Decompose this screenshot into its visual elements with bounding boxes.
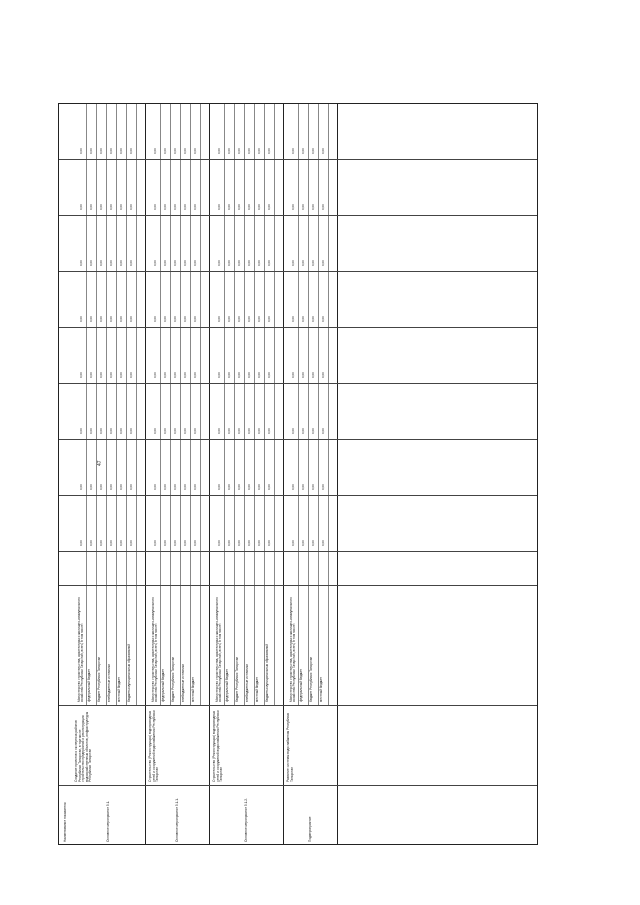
row-value: 0,00 [89,204,93,210]
row-value: 0,00 [217,428,221,434]
row-value: 0,00 [257,148,261,154]
row-divider [170,104,171,706]
row-value: 0,00 [153,148,157,154]
row-value: 0,00 [109,428,113,434]
row-value: 0,00 [89,316,93,322]
rotated-table-frame [58,103,538,845]
row-value: 0,00 [227,260,231,266]
row-text: внебюджетные источники [245,663,249,702]
row-value: 0,00 [173,204,177,210]
group-title: Строительство (Реконструкция) водопроводных сетей и сооружений водоснабжения Республики Татарстан [212,710,224,782]
row-text: Министерство строительства, архитектуры и жилищно-коммунального хозяйства Республики Татарстан, всего, в том числе: [77,597,85,702]
row-value: 0,00 [217,316,221,322]
row-value: 0,00 [163,204,167,210]
row-value: 0,00 [267,316,271,322]
row-text: федеральный бюджет [299,668,303,702]
row-value: 0,00 [227,372,231,378]
row-divider [264,104,265,706]
row-text: местный бюджет [191,677,195,702]
group-label: Основное мероприятие 5.1.1. [175,798,179,842]
row-value: 0,00 [89,372,93,378]
row-value: 0,00 [129,204,133,210]
row-value: 0,00 [301,204,305,210]
row-value: 0,00 [237,484,241,490]
row-value: 0,00 [99,540,103,546]
row-text: Министерство строительства, архитектуры и жилищно-коммунального хозяйства Республики Татарстан, всего, в том числе: [151,597,159,702]
row-value: 0,00 [183,428,187,434]
row-value: 0,00 [237,260,241,266]
row-value: 0,00 [301,540,305,546]
row-value: 0,00 [311,260,315,266]
row-value: 0,00 [89,428,93,434]
row-text: бюджеты муниципальных образований [127,643,131,702]
row-value: 0,00 [291,428,295,434]
column-divider [59,551,538,552]
row-value: 0,00 [163,372,167,378]
row-value: 0,00 [89,484,93,490]
row-value: 0,00 [183,484,187,490]
column-divider [59,271,538,272]
row-value: 0,00 [99,372,103,378]
column-divider [59,327,538,328]
row-text: бюджет Республики Татарстан [309,656,313,702]
row-value: 0,00 [321,484,325,490]
row-value: 0,00 [119,316,123,322]
row-value: 0,00 [183,148,187,154]
row-value: 0,00 [311,428,315,434]
row-value: 0,00 [153,204,157,210]
group-label: Основное мероприятие 5.1.2. [244,798,248,842]
row-value: 0,00 [267,540,271,546]
row-divider [274,104,275,706]
row-value: 0,00 [291,484,295,490]
row-value: 0,00 [109,204,113,210]
row-value: 0,00 [109,316,113,322]
row-value: 0,00 [321,148,325,154]
group-label: Основное мероприятие 5.1. [106,800,110,842]
row-value: 0,00 [291,148,295,154]
row-divider [190,104,191,706]
row-value: 0,00 [217,372,221,378]
row-value: 0,00 [79,204,83,210]
row-value: 0,00 [291,540,295,546]
row-value: 0,00 [183,540,187,546]
row-text: местный бюджет [255,677,259,702]
column-divider [59,383,538,384]
row-value: 0,00 [311,540,315,546]
row-value: 0,00 [247,540,251,546]
row-divider [308,104,309,706]
row-text: внебюджетные источники [181,663,185,702]
row-value: 0,00 [237,204,241,210]
row-value: 0,00 [173,484,177,490]
row-value: 0,00 [193,540,197,546]
row-value: 0,00 [267,372,271,378]
budget-table [59,104,538,845]
row-value: 0,00 [129,148,133,154]
row-value: 0,00 [79,260,83,266]
row-value: 0,00 [247,148,251,154]
row-divider [136,104,137,706]
row-value: 0,00 [109,372,113,378]
row-value: 0,00 [247,260,251,266]
row-value: 0,00 [267,204,271,210]
row-value: 0,00 [301,260,305,266]
row-value: 0,00 [183,372,187,378]
row-value: 0,00 [163,540,167,546]
page-number: 47 [97,460,103,466]
row-value: 0,00 [193,484,197,490]
row-value: 0,00 [173,540,177,546]
row-text: федеральный бюджет [161,668,165,702]
row-value: 0,00 [193,428,197,434]
row-value: 0,00 [99,316,103,322]
row-value: 0,00 [183,316,187,322]
column-divider [59,215,538,216]
column-divider [59,439,538,440]
row-value: 0,00 [237,428,241,434]
row-divider [106,104,107,706]
row-text: Министерство строительства, архитектуры и жилищно-коммунального хозяйства Республики Татарстан, всего, в том числе: [215,597,223,702]
row-value: 0,00 [183,260,187,266]
row-value: 0,00 [321,204,325,210]
row-value: 0,00 [153,372,157,378]
row-value: 0,00 [267,484,271,490]
group-title: Создание проектов и экспертиза районов Республики Татарстан, в том числе строительство предприятий и реконструкция водохозяйственных объектов, инфраструктуры Республики Татарстан [74,712,93,782]
row-value: 0,00 [89,260,93,266]
row-divider [254,104,255,706]
row-value: 0,00 [227,204,231,210]
row-value: 0,00 [193,372,197,378]
row-value: 0,00 [257,484,261,490]
row-value: 0,00 [129,484,133,490]
row-value: 0,00 [291,260,295,266]
row-value: 0,00 [247,372,251,378]
row-text: внебюджетные источники [107,663,111,702]
row-value: 0,00 [311,372,315,378]
row-value: 0,00 [267,260,271,266]
row-divider [200,104,201,706]
column-divider [59,585,538,586]
row-value: 0,00 [311,148,315,154]
row-value: 0,00 [99,148,103,154]
row-value: 0,00 [129,260,133,266]
row-divider [126,104,127,706]
row-value: 0,00 [99,260,103,266]
row-text: местный бюджет [117,677,121,702]
row-value: 0,00 [163,316,167,322]
row-value: 0,00 [109,260,113,266]
row-value: 0,00 [173,428,177,434]
row-value: 0,00 [173,148,177,154]
row-value: 0,00 [129,540,133,546]
row-divider [328,104,329,706]
row-value: 0,00 [217,540,221,546]
row-divider [298,104,299,706]
row-value: 0,00 [163,260,167,266]
row-value: 0,00 [237,540,241,546]
row-text: федеральный бюджет [87,668,91,702]
row-value: 0,00 [79,484,83,490]
row-value: 0,00 [99,428,103,434]
row-value: 0,00 [247,316,251,322]
row-value: 0,00 [153,540,157,546]
row-divider [86,104,87,706]
row-value: 0,00 [119,148,123,154]
row-value: 0,00 [89,540,93,546]
row-value: 0,00 [257,428,261,434]
row-value: 0,00 [247,484,251,490]
column-divider [59,495,538,496]
row-value: 0,00 [227,148,231,154]
row-value: 0,00 [237,316,241,322]
row-value: 0,00 [79,372,83,378]
group-title: Строительство (Реконструкция) водопроводных сетей и сооружений водоснабжения Республики Татарстан [148,710,160,782]
row-divider [116,104,117,706]
row-value: 0,00 [311,484,315,490]
row-value: 0,00 [109,484,113,490]
group-label: Подмероприятие [308,816,312,842]
row-value: 0,00 [79,148,83,154]
row-value: 0,00 [129,372,133,378]
row-value: 0,00 [291,372,295,378]
row-value: 0,00 [79,540,83,546]
row-value: 0,00 [321,428,325,434]
row-value: 0,00 [237,372,241,378]
row-value: 0,00 [79,316,83,322]
row-divider [96,104,97,706]
row-value: 0,00 [119,372,123,378]
row-value: 0,00 [193,260,197,266]
row-divider [318,104,319,706]
row-divider [160,104,161,706]
row-value: 0,00 [173,260,177,266]
row-value: 0,00 [153,316,157,322]
row-value: 0,00 [119,540,123,546]
row-text: федеральный бюджет [225,668,229,702]
row-value: 0,00 [321,540,325,546]
row-value: 0,00 [119,484,123,490]
row-value: 0,00 [99,204,103,210]
row-value: 0,00 [89,148,93,154]
row-value: 0,00 [301,316,305,322]
row-divider [180,104,181,706]
row-value: 0,00 [227,428,231,434]
row-value: 0,00 [163,428,167,434]
row-value: 0,00 [291,316,295,322]
row-text: бюджет Республики Татарстан [97,656,101,702]
row-value: 0,00 [183,204,187,210]
row-value: 0,00 [257,260,261,266]
row-value: 0,00 [163,148,167,154]
row-value: 0,00 [227,540,231,546]
row-value: 0,00 [247,204,251,210]
row-value: 0,00 [301,428,305,434]
row-value: 0,00 [173,372,177,378]
row-divider [234,104,235,706]
row-text: бюджет Республики Татарстан [171,656,175,702]
row-value: 0,00 [301,372,305,378]
row-value: 0,00 [153,260,157,266]
row-value: 0,00 [301,484,305,490]
row-value: 0,00 [257,316,261,322]
row-value: 0,00 [247,428,251,434]
row-value: 0,00 [217,260,221,266]
row-value: 0,00 [119,204,123,210]
row-value: 0,00 [217,148,221,154]
row-value: 0,00 [79,428,83,434]
row-value: 0,00 [163,484,167,490]
row-text: бюджеты муниципальных образований [265,643,269,702]
row-value: 0,00 [227,316,231,322]
row-value: 0,00 [153,428,157,434]
row-value: 0,00 [217,204,221,210]
header-label: Наименование показателя [63,802,67,842]
row-value: 0,00 [109,148,113,154]
row-value: 0,00 [99,484,103,490]
row-value: 0,00 [227,484,231,490]
row-value: 0,00 [321,260,325,266]
column-divider [59,705,538,706]
row-value: 0,00 [267,148,271,154]
column-divider [59,159,538,160]
group-title: Развитие системы водоснабжения Республики Татарстан [286,712,294,782]
row-value: 0,00 [129,428,133,434]
row-value: 0,00 [257,540,261,546]
row-value: 0,00 [193,204,197,210]
row-value: 0,00 [257,372,261,378]
row-value: 0,00 [311,204,315,210]
row-divider [224,104,225,706]
row-value: 0,00 [291,204,295,210]
row-text: бюджет Республики Татарстан [235,656,239,702]
row-value: 0,00 [129,316,133,322]
row-value: 0,00 [217,484,221,490]
row-value: 0,00 [119,428,123,434]
row-value: 0,00 [193,148,197,154]
column-divider [59,785,538,786]
row-value: 0,00 [311,316,315,322]
row-value: 0,00 [321,372,325,378]
row-value: 0,00 [193,316,197,322]
row-value: 0,00 [301,148,305,154]
row-value: 0,00 [173,316,177,322]
row-value: 0,00 [109,540,113,546]
row-value: 0,00 [119,260,123,266]
row-text: Министерство строительства, архитектуры и жилищно-коммунального хозяйства Республики Татарстан, всего, в том числе: [289,597,297,702]
row-value: 0,00 [237,148,241,154]
row-value: 0,00 [321,316,325,322]
row-value: 0,00 [153,484,157,490]
row-text: местный бюджет [319,677,323,702]
row-value: 0,00 [267,428,271,434]
row-divider [244,104,245,706]
row-value: 0,00 [257,204,261,210]
